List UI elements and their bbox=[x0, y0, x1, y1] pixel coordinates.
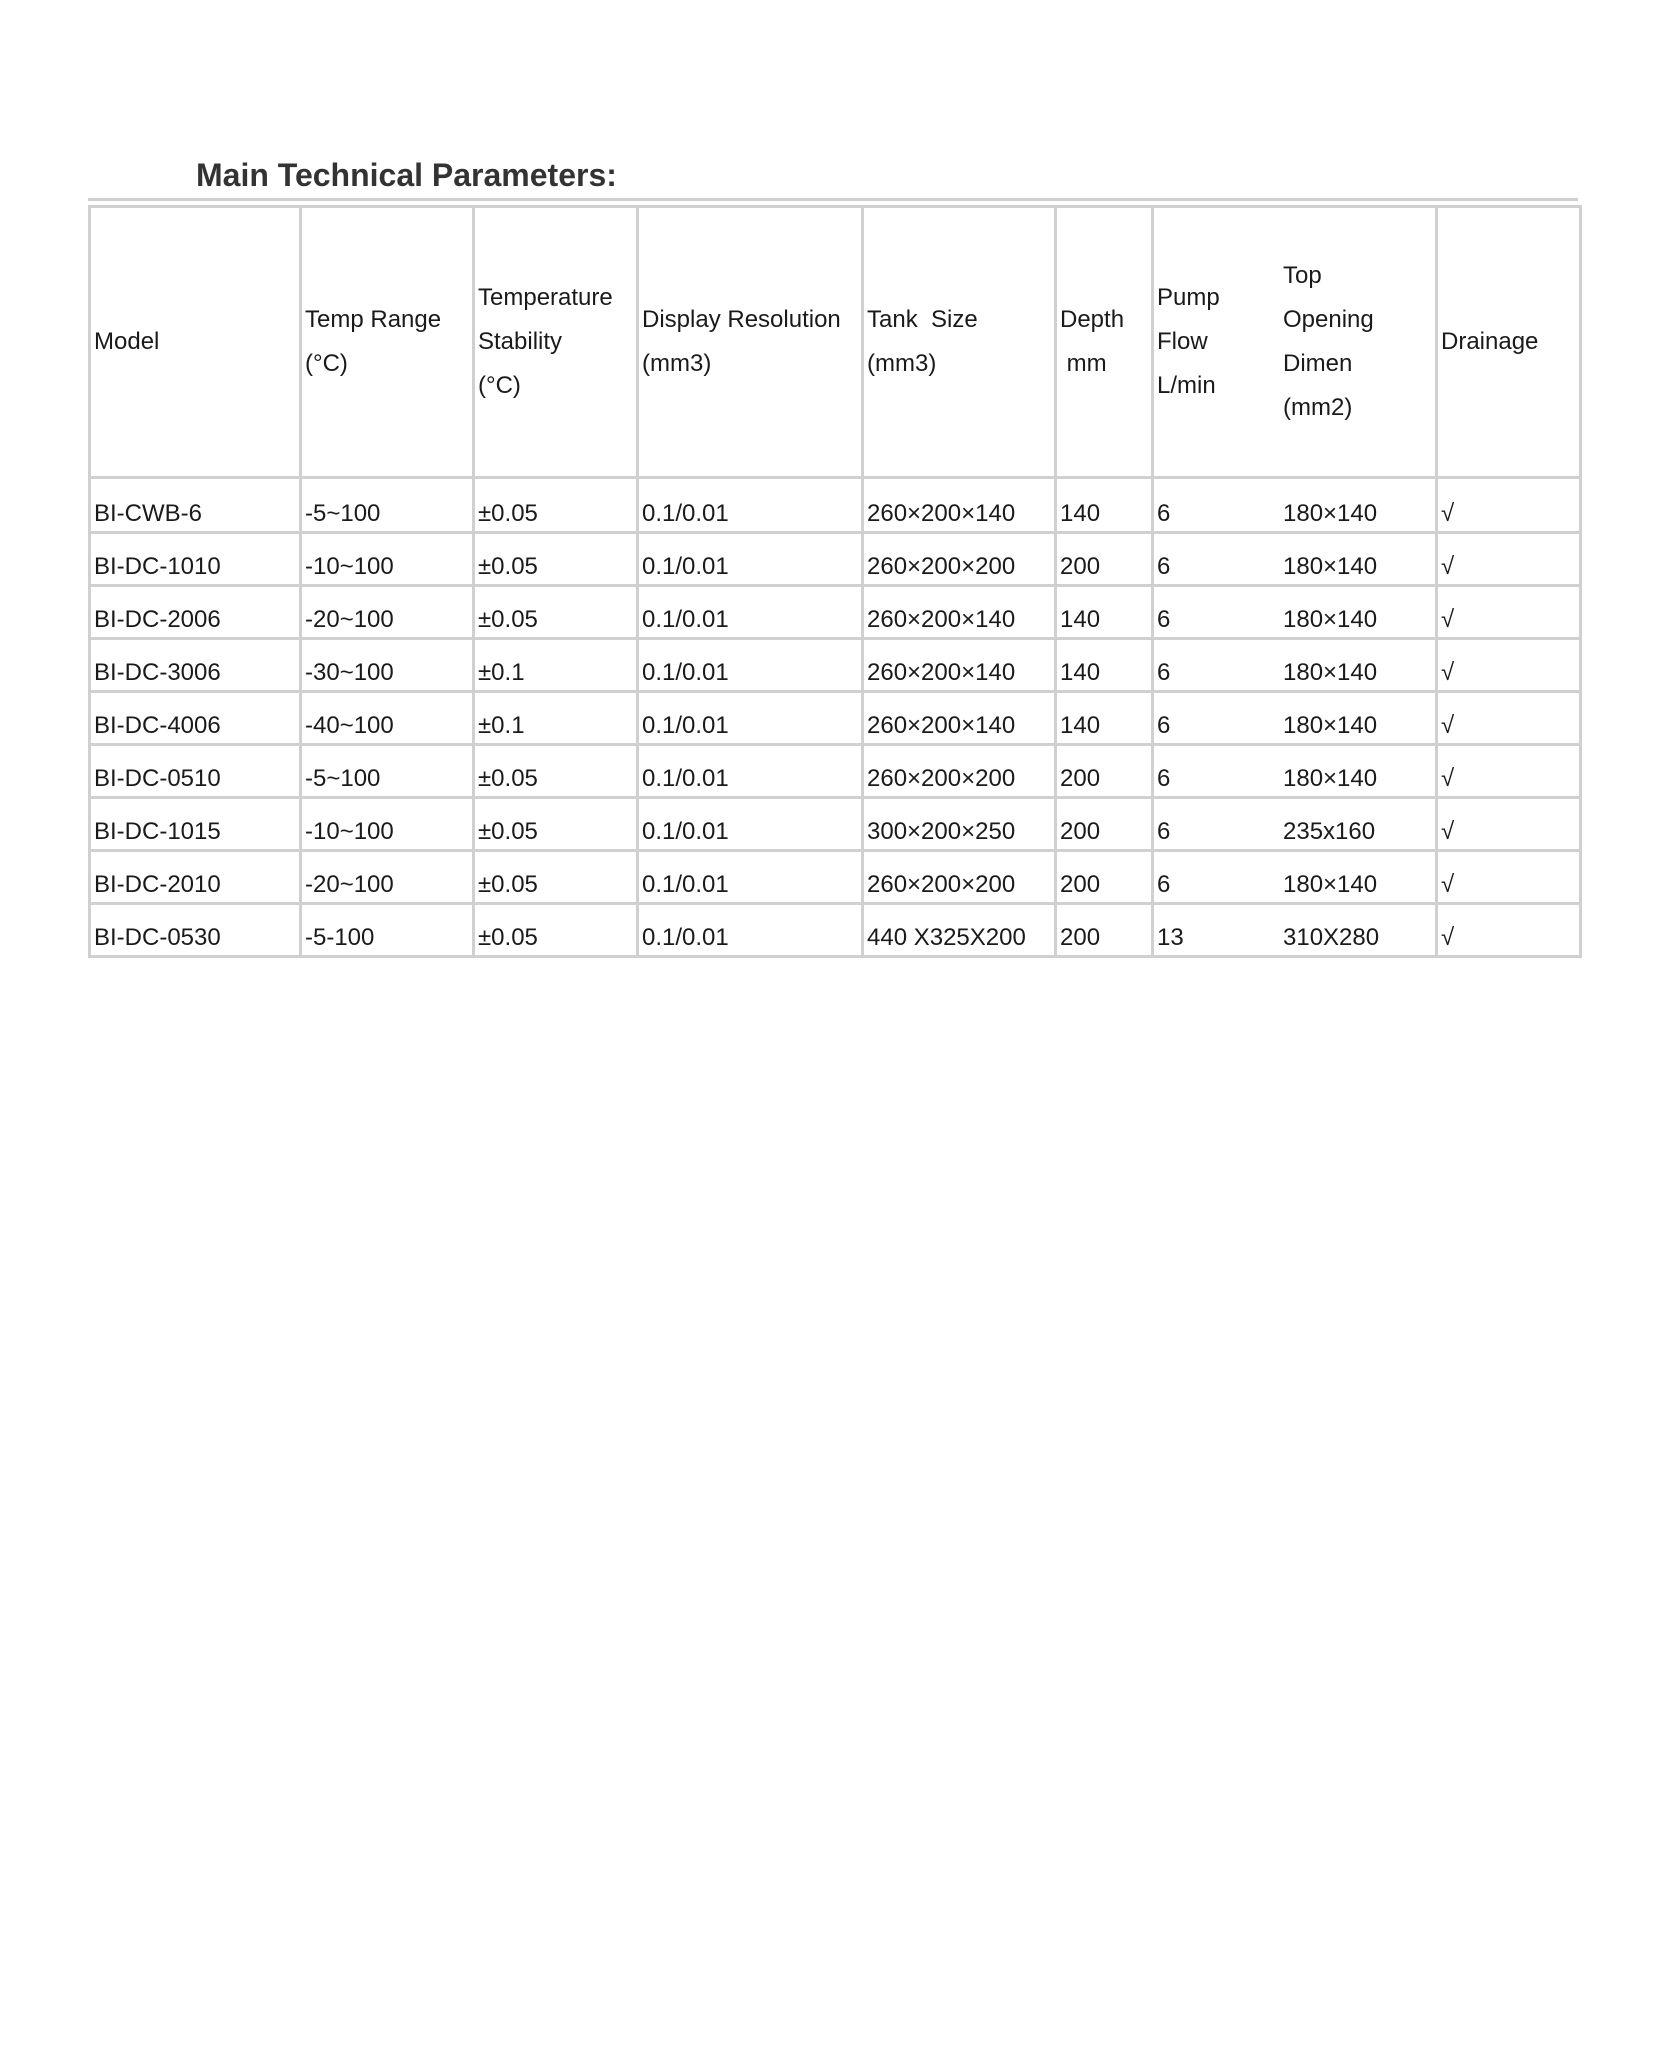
header-line: Temp Range bbox=[305, 306, 442, 333]
cell-stability: ±0.05 bbox=[474, 745, 638, 798]
cell-pump-flow: 6 bbox=[1157, 818, 1171, 845]
header-pump-flow-top-opening bbox=[1153, 207, 1437, 478]
cell-model: BI-DC-2006 bbox=[90, 586, 301, 639]
header-line: Depth bbox=[1060, 306, 1125, 333]
cell-resolution: 0.1/0.01 bbox=[638, 586, 863, 639]
header-tank-size bbox=[863, 207, 1056, 478]
header-line: Temperature bbox=[478, 284, 613, 311]
table-row bbox=[90, 533, 1581, 586]
header-line: mm bbox=[1060, 350, 1107, 377]
cell-pump-flow-top-opening bbox=[1153, 639, 1437, 692]
cell-top-opening: 180×140 bbox=[1283, 553, 1378, 580]
cell-depth: 200 bbox=[1056, 745, 1153, 798]
cell-temp-range: -5~100 bbox=[301, 745, 474, 798]
table-header-row bbox=[90, 207, 1581, 478]
cell-model: BI-DC-1015 bbox=[90, 798, 301, 851]
cell-depth: 200 bbox=[1056, 533, 1153, 586]
cell-pump-flow-top-opening bbox=[1153, 586, 1437, 639]
cell-temp-range: -30~100 bbox=[301, 639, 474, 692]
cell-drainage: √ bbox=[1437, 798, 1581, 851]
cell-depth: 200 bbox=[1056, 904, 1153, 957]
cell-drainage: √ bbox=[1437, 586, 1581, 639]
header-line: Stability bbox=[478, 328, 563, 355]
page-title: Main Technical Parameters: bbox=[196, 157, 617, 193]
table-row bbox=[90, 586, 1581, 639]
header-depth bbox=[1056, 207, 1153, 478]
cell-pump-flow: 13 bbox=[1157, 924, 1184, 951]
cell-pump-flow-top-opening bbox=[1153, 851, 1437, 904]
cell-resolution: 0.1/0.01 bbox=[638, 798, 863, 851]
cell-drainage: √ bbox=[1437, 533, 1581, 586]
cell-stability: ±0.05 bbox=[474, 478, 638, 533]
cell-temp-range: -10~100 bbox=[301, 533, 474, 586]
cell-depth: 140 bbox=[1056, 639, 1153, 692]
cell-tank-size: 260×200×140 bbox=[863, 692, 1056, 745]
cell-top-opening: 180×140 bbox=[1283, 500, 1378, 527]
header-line: Pump bbox=[1157, 284, 1220, 311]
table-row bbox=[90, 639, 1581, 692]
cell-pump-flow: 6 bbox=[1157, 606, 1171, 633]
cell-model: BI-DC-0510 bbox=[90, 745, 301, 798]
cell-pump-flow-top-opening bbox=[1153, 533, 1437, 586]
cell-stability: ±0.1 bbox=[474, 692, 638, 745]
header-line: L/min bbox=[1157, 372, 1216, 399]
cell-drainage: √ bbox=[1437, 639, 1581, 692]
cell-temp-range: -5~100 bbox=[301, 478, 474, 533]
title-divider bbox=[88, 198, 1578, 201]
cell-stability: ±0.05 bbox=[474, 533, 638, 586]
cell-depth: 140 bbox=[1056, 586, 1153, 639]
header-line: Model bbox=[94, 328, 160, 355]
cell-stability: ±0.05 bbox=[474, 904, 638, 957]
table-row bbox=[90, 745, 1581, 798]
cell-model: BI-DC-4006 bbox=[90, 692, 301, 745]
cell-drainage: √ bbox=[1437, 692, 1581, 745]
cell-tank-size: 260×200×140 bbox=[863, 586, 1056, 639]
cell-top-opening: 180×140 bbox=[1283, 606, 1378, 633]
table-row bbox=[90, 851, 1581, 904]
cell-pump-flow: 6 bbox=[1157, 712, 1171, 739]
cell-pump-flow-top-opening bbox=[1153, 692, 1437, 745]
header-line: Top bbox=[1283, 262, 1322, 289]
header-line: Tank Size bbox=[867, 306, 978, 333]
header-line: (mm3) bbox=[867, 350, 937, 377]
cell-resolution: 0.1/0.01 bbox=[638, 904, 863, 957]
header-line: (mm3) bbox=[642, 350, 712, 377]
header-line: (°C) bbox=[305, 350, 348, 377]
parameters-table bbox=[88, 205, 1582, 958]
cell-pump-flow: 6 bbox=[1157, 659, 1171, 686]
cell-top-opening: 235x160 bbox=[1283, 818, 1376, 845]
header-line: Dimen bbox=[1283, 350, 1353, 377]
cell-depth: 140 bbox=[1056, 692, 1153, 745]
header-line: Drainage bbox=[1441, 328, 1539, 355]
cell-temp-range: -10~100 bbox=[301, 798, 474, 851]
header-line: Display Resolution bbox=[642, 306, 841, 333]
cell-top-opening: 180×140 bbox=[1283, 712, 1378, 739]
cell-resolution: 0.1/0.01 bbox=[638, 851, 863, 904]
table-body bbox=[90, 478, 1581, 957]
cell-tank-size: 260×200×140 bbox=[863, 478, 1056, 533]
cell-pump-flow: 6 bbox=[1157, 553, 1171, 580]
cell-temp-range: -5-100 bbox=[301, 904, 474, 957]
table-row bbox=[90, 798, 1581, 851]
cell-pump-flow-top-opening bbox=[1153, 478, 1437, 533]
cell-resolution: 0.1/0.01 bbox=[638, 639, 863, 692]
cell-tank-size: 440 X325X200 bbox=[863, 904, 1056, 957]
cell-pump-flow-top-opening bbox=[1153, 904, 1437, 957]
cell-top-opening: 180×140 bbox=[1283, 871, 1378, 898]
header-line: (°C) bbox=[478, 372, 521, 399]
header-pump-flow bbox=[1157, 276, 1283, 408]
cell-model: BI-DC-3006 bbox=[90, 639, 301, 692]
table-row bbox=[90, 478, 1581, 533]
cell-top-opening: 180×140 bbox=[1283, 765, 1378, 792]
header-top-opening bbox=[1283, 254, 1374, 430]
cell-tank-size: 260×200×200 bbox=[863, 533, 1056, 586]
cell-pump-flow: 6 bbox=[1157, 871, 1171, 898]
cell-stability: ±0.1 bbox=[474, 639, 638, 692]
cell-pump-flow: 6 bbox=[1157, 765, 1171, 792]
cell-tank-size: 260×200×200 bbox=[863, 745, 1056, 798]
cell-temp-range: -20~100 bbox=[301, 586, 474, 639]
header-display-resolution bbox=[638, 207, 863, 478]
cell-model: BI-CWB-6 bbox=[90, 478, 301, 533]
cell-resolution: 0.1/0.01 bbox=[638, 533, 863, 586]
header-line: Opening bbox=[1283, 306, 1374, 333]
cell-model: BI-DC-2010 bbox=[90, 851, 301, 904]
cell-stability: ±0.05 bbox=[474, 851, 638, 904]
cell-pump-flow-top-opening bbox=[1153, 745, 1437, 798]
cell-depth: 140 bbox=[1056, 478, 1153, 533]
cell-drainage: √ bbox=[1437, 478, 1581, 533]
header-temp-range bbox=[301, 207, 474, 478]
header-drainage bbox=[1437, 207, 1581, 478]
cell-pump-flow: 6 bbox=[1157, 500, 1171, 527]
cell-tank-size: 300×200×250 bbox=[863, 798, 1056, 851]
cell-tank-size: 260×200×140 bbox=[863, 639, 1056, 692]
cell-resolution: 0.1/0.01 bbox=[638, 692, 863, 745]
cell-temp-range: -20~100 bbox=[301, 851, 474, 904]
header-line: (mm2) bbox=[1283, 394, 1353, 421]
header-temp-stability bbox=[474, 207, 638, 478]
cell-model: BI-DC-1010 bbox=[90, 533, 301, 586]
table-row bbox=[90, 904, 1581, 957]
cell-drainage: √ bbox=[1437, 904, 1581, 957]
cell-top-opening: 310X280 bbox=[1283, 924, 1380, 951]
cell-resolution: 0.1/0.01 bbox=[638, 478, 863, 533]
cell-resolution: 0.1/0.01 bbox=[638, 745, 863, 798]
cell-model: BI-DC-0530 bbox=[90, 904, 301, 957]
cell-tank-size: 260×200×200 bbox=[863, 851, 1056, 904]
cell-drainage: √ bbox=[1437, 851, 1581, 904]
header-model bbox=[90, 207, 301, 478]
cell-pump-flow-top-opening bbox=[1153, 798, 1437, 851]
cell-top-opening: 180×140 bbox=[1283, 659, 1378, 686]
cell-stability: ±0.05 bbox=[474, 586, 638, 639]
header-line: Flow bbox=[1157, 328, 1208, 355]
cell-temp-range: -40~100 bbox=[301, 692, 474, 745]
cell-stability: ±0.05 bbox=[474, 798, 638, 851]
table-row bbox=[90, 692, 1581, 745]
cell-drainage: √ bbox=[1437, 745, 1581, 798]
cell-depth: 200 bbox=[1056, 798, 1153, 851]
cell-depth: 200 bbox=[1056, 851, 1153, 904]
